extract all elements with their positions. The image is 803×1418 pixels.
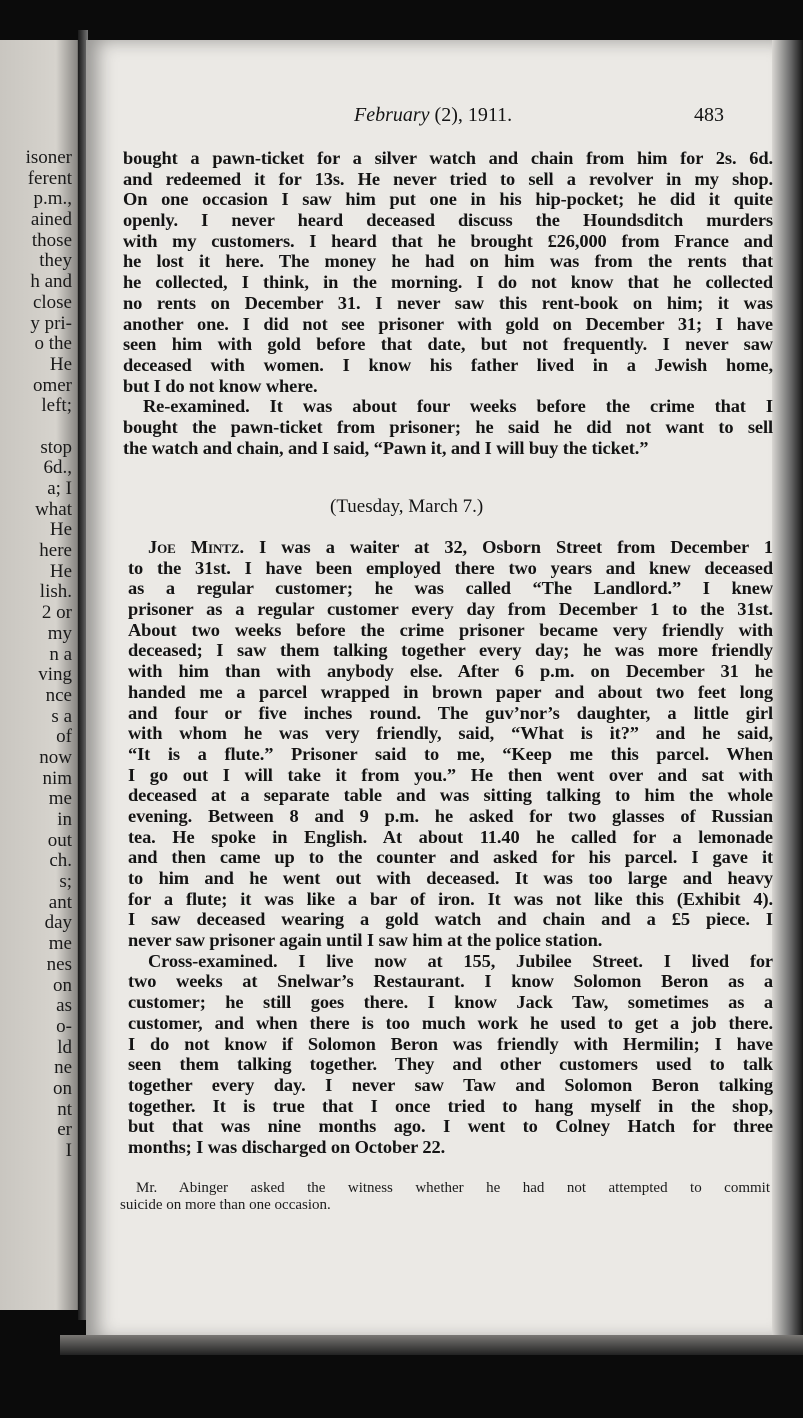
left-margin-fragment: omer	[32, 374, 72, 396]
running-head-date: (2), 1911.	[429, 104, 513, 126]
left-margin-fragment: what	[35, 498, 72, 520]
section-two-text	[128, 537, 773, 1158]
text-line: “It is a flute.” Prisoner said to me, “Keep me this parcel. When	[128, 743, 773, 764]
left-margin-fragment: ving	[38, 664, 72, 686]
text-line: Re-examined. It was about four weeks before the crime that I	[143, 396, 773, 417]
left-margin-fragment: day	[44, 912, 72, 934]
text-line: with whom he was very friendly, said, “What is it?” and he said,	[128, 723, 773, 744]
page-number: 483	[694, 104, 724, 126]
left-page-text-fragments	[0, 148, 80, 1162]
left-margin-fragment: they	[39, 250, 72, 272]
left-margin-fragment: as	[56, 995, 72, 1017]
left-margin-fragment: h and	[30, 271, 72, 293]
witness-intro-text: I was a waiter at 32, Osborn Street from December 1	[243, 537, 773, 557]
bottom-page-edge	[60, 1335, 803, 1355]
text-line: two weeks at Snelwar’s Restaurant. I know Solomon Beron as a	[128, 971, 773, 992]
left-margin-fragment: out	[47, 829, 72, 851]
text-line: another one. I did not see prisoner with gold on December 31; I have	[123, 313, 773, 334]
left-margin-fragment: ne	[54, 1057, 72, 1079]
left-margin-fragment: s;	[59, 871, 72, 893]
left-margin-fragment: ferent	[27, 167, 72, 189]
footnote	[120, 1180, 770, 1213]
footnote-line: Mr. Abinger asked the witness whether he had not attempted to commit	[136, 1180, 770, 1196]
text-line: I do not know if Solomon Beron was friendly with Hermilin; I have	[128, 1033, 773, 1054]
text-line: deceased at a separate table and was sitting talking to him the whole	[128, 785, 773, 806]
left-margin-fragment: 6d.,	[43, 457, 72, 479]
text-line: Cross-examined. I live now at 155, Jubilee Street. I lived for	[148, 950, 773, 971]
left-margin-fragment: my	[47, 622, 72, 644]
text-line: to the 31st. I have been employed there two years and knew deceased	[128, 557, 773, 578]
right-page-edge	[772, 40, 803, 1340]
left-margin-fragment: here	[39, 540, 72, 562]
left-margin-fragment: o-	[56, 1015, 72, 1037]
left-margin-fragment: on	[53, 1077, 72, 1099]
text-line: deceased with women. I know his father lived in a Jewish home,	[123, 354, 773, 375]
text-line: to him and he went out with deceased. It was too large and heavy	[128, 868, 773, 888]
left-margin-fragment: er	[57, 1119, 72, 1141]
text-line: with my customers. I heard that he brought £26,000 from France and	[123, 230, 773, 251]
text-line: customer; he still goes there. I know Jack Taw, sometimes as a	[128, 992, 773, 1013]
text-line: but I do not know where.	[123, 375, 318, 396]
left-margin-fragment: a; I	[47, 478, 72, 499]
left-margin-fragment: me	[48, 933, 72, 955]
witness-intro-line	[128, 537, 773, 558]
left-margin-fragment: isoner	[25, 147, 72, 168]
page-header	[338, 104, 728, 130]
left-margin-fragment: ained	[30, 209, 72, 231]
left-margin-fragment: those	[31, 229, 72, 251]
text-line: no rents on December 31. I never saw this rent-book on him; it was	[123, 292, 773, 313]
text-line: customer, and when there is too much work he used to get a job there.	[128, 1012, 773, 1033]
text-line: as a regular customer; he was called “The Landlord.” I knew	[128, 578, 773, 599]
text-line: tea. He spoke in English. At about 11.40 he called for a lemonade	[128, 826, 773, 847]
left-margin-fragment	[0, 417, 80, 438]
text-line: seen them talking together. They and other customers used to talk	[128, 1054, 773, 1075]
text-line: deceased; I saw them talking together every day; he was more friendly	[128, 640, 773, 661]
left-margin-fragment: on	[53, 974, 72, 996]
left-margin-fragment: close	[32, 291, 72, 313]
running-head-month: February	[354, 104, 430, 126]
text-line: seen him with gold before that date, but not frequently. I never saw	[123, 334, 773, 355]
left-margin-fragment: nt	[57, 1098, 72, 1120]
left-margin-fragment: left;	[41, 395, 72, 417]
left-margin-fragment: nce	[45, 684, 72, 706]
left-margin-fragment: ant	[48, 891, 72, 913]
left-margin-fragment: s a	[51, 705, 72, 727]
left-facing-page	[0, 40, 80, 1310]
text-line: About two weeks before the crime prisoner became very friendly with	[128, 619, 773, 640]
left-margin-fragment: y pri-	[30, 312, 72, 334]
text-line: never saw prisoner again until I saw him at the police station.	[128, 930, 603, 951]
left-margin-fragment: now	[39, 746, 72, 768]
left-margin-fragment: of	[56, 726, 72, 748]
left-margin-fragment: me	[48, 788, 72, 810]
left-margin-fragment: 2 or	[41, 602, 72, 624]
text-line: for a flute; it was like a bar of iron. It was not like this (Exhibit 4).	[128, 888, 773, 909]
date-heading: (Tuesday, March 7.)	[330, 496, 484, 517]
left-margin-fragment: He	[49, 519, 72, 541]
left-margin-fragment: stop	[40, 436, 72, 458]
left-margin-fragment: o the	[34, 333, 72, 355]
text-line: months; I was discharged on October 22.	[128, 1136, 446, 1157]
left-margin-fragment: He	[49, 560, 72, 582]
text-line: together. It is true that I once tried to hang myself in the shop,	[128, 1095, 773, 1116]
text-line: and redeemed it for 13s. He never tried to sell a revolver in my shop.	[123, 168, 773, 189]
left-margin-fragment: p.m.,	[33, 188, 72, 210]
left-margin-fragment: nes	[46, 953, 72, 975]
running-head	[354, 104, 512, 127]
text-line: the watch and chain, and I said, “Pawn it, and I will buy the ticket.”	[123, 437, 649, 458]
text-line: handed me a parcel wrapped in brown paper and about two feet long	[128, 681, 773, 702]
text-line: together every day. I never saw Taw and Solomon Beron talking	[128, 1074, 773, 1095]
text-line: On one occasion I saw him put one in his hip-pocket; he did it quite	[123, 189, 773, 210]
text-line: he collected, I think, in the morning. I do not know that he collected	[123, 272, 773, 293]
left-margin-fragment: ch.	[49, 850, 72, 872]
left-margin-fragment: I	[65, 1140, 72, 1161]
text-line: I saw deceased wearing a gold watch and chain and a £5 piece. I	[128, 909, 773, 930]
text-line: but that was nine months ago. I went to Colney Hatch for three	[128, 1116, 773, 1137]
text-line: prisoner as a regular customer every day from December 1 to the 31st.	[128, 599, 773, 620]
text-line: bought the pawn-ticket from prisoner; he said he did not want to sell	[123, 416, 773, 437]
left-margin-fragment: ld	[57, 1036, 72, 1058]
footnote-line: suicide on more than one occasion.	[120, 1196, 331, 1213]
text-line: bought a pawn-ticket for a silver watch and chain from him for 2s. 6d.	[123, 148, 773, 168]
text-line: he lost it here. The money he had on him was from the rents that	[123, 251, 773, 272]
left-margin-fragment: in	[57, 809, 72, 830]
text-line: with him than with anybody else. After 6 p.m. on December 31 he	[128, 661, 773, 682]
left-margin-fragment: He	[49, 353, 72, 375]
text-line: and four or five inches round. The guv’nor’s daughter, a little girl	[128, 702, 773, 723]
text-line: I go out I will take it from you.” He then went over and sat with	[128, 764, 773, 785]
text-line: openly. I never heard deceased discuss the Houndsditch murders	[123, 210, 773, 231]
left-margin-fragment: lish.	[39, 581, 72, 603]
section-one-text	[123, 148, 773, 458]
left-margin-fragment: n a	[49, 643, 72, 665]
text-line: evening. Between 8 and 9 p.m. he asked for two glasses of Russian	[128, 805, 773, 826]
text-line: and then came up to the counter and asked for his parcel. I gave it	[128, 847, 773, 868]
witness-name: Joe Mintz.	[148, 537, 244, 557]
left-margin-fragment: nim	[42, 767, 72, 789]
